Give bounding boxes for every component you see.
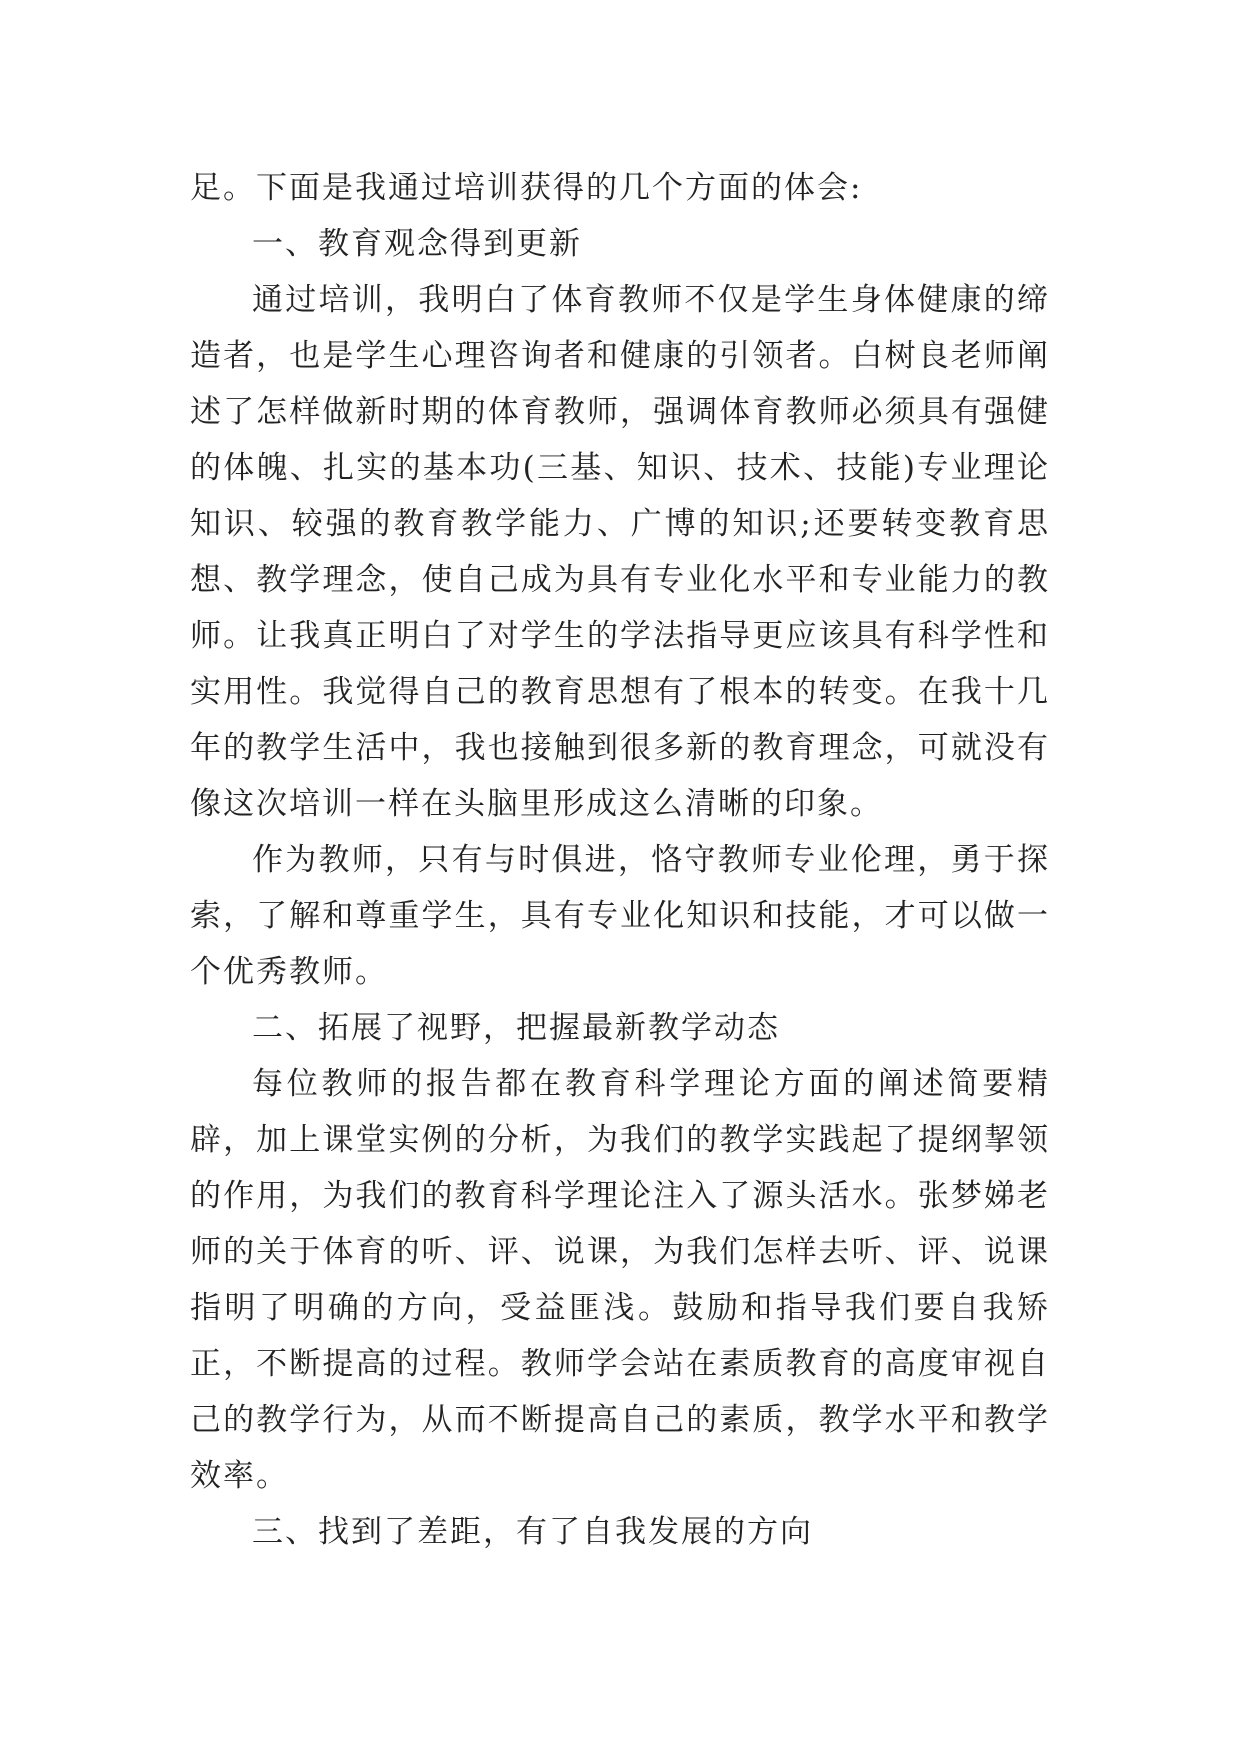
section-heading-1: 一、教育观念得到更新: [252, 226, 582, 262]
paragraph-section-1-conclusion: 作为教师，只有与时俱进，恪守教师专业伦理，勇于探索，了解和尊重学生，具有专业化知识和技能，才可以做一个优秀教师。: [190, 842, 1050, 990]
paragraph-continuation: 足。下面是我通过培训获得的几个方面的体会:: [190, 170, 863, 206]
paragraph-section-1-body: 通过培训，我明白了体育教师不仅是学生身体健康的缔造者，也是学生心理咨询者和健康的引领者。白树良老师阐述了怎样做新时期的体育教师，强调体育教师必须具有强健的体魄、扎实的基本功(三基、知识、技术、技能)专业理论知识、较强的教育教学能力、广博的知识;还要转变教育思想、教学理念，使自己成为具有专业化水平和专业能力的教师。让我真正明白了对学生的学法指导更应该具有科学性和实用性。我觉得自己的教育思想有了根本的转变。在我十几年的教学生活中，我也接触到很多新的教育理念，可就没有像这次培训一样在头脑里形成这么清晰的印象。: [190, 282, 1050, 822]
document-body: [190, 160, 1050, 1560]
section-heading-3: 三、找到了差距，有了自我发展的方向: [252, 1514, 813, 1550]
section-heading-2: 二、拓展了视野，把握最新教学动态: [252, 1010, 780, 1046]
paragraph-section-2-body: 每位教师的报告都在教育科学理论方面的阐述简要精辟，加上课堂实例的分析，为我们的教学实践起了提纲挈领的作用，为我们的教育科学理论注入了源头活水。张梦娣老师的关于体育的听、评、说课，为我们怎样去听、评、说课指明了明确的方向，受益匪浅。鼓励和指导我们要自我矫正，不断提高的过程。教师学会站在素质教育的高度审视自己的教学行为，从而不断提高自己的素质，教学水平和教学效率。: [190, 1066, 1050, 1494]
